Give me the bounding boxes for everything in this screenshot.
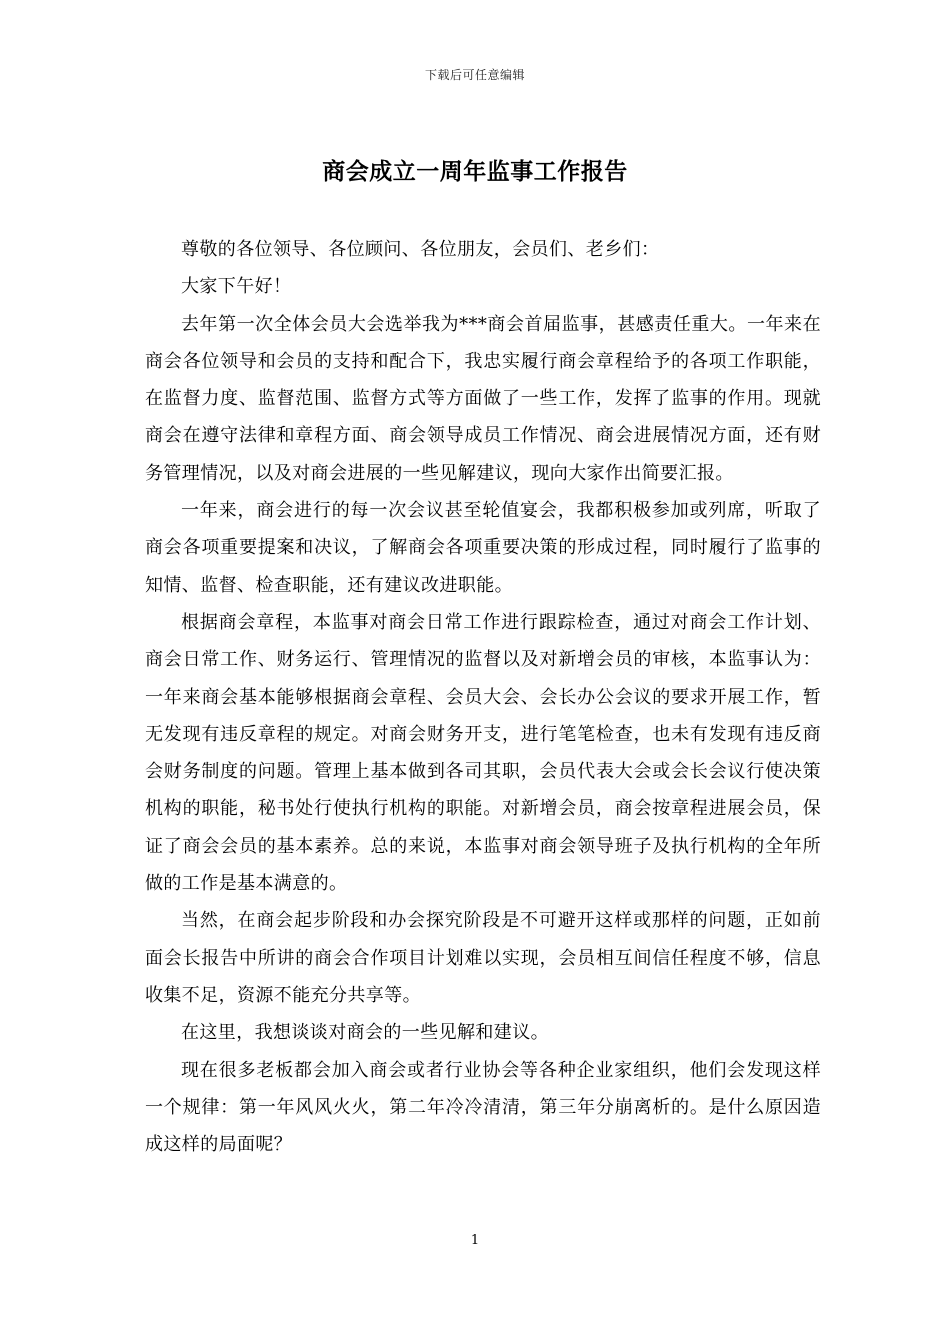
paragraph-salutation: 尊敬的各位领导、各位顾问、各位朋友，会员们、老乡们： (181, 239, 660, 260)
document-title: 商会成立一周年监事工作报告 (322, 158, 628, 185)
paragraph: 在这里，我想谈谈对商会的一些见解和建议。 (181, 1022, 549, 1044)
paragraph-greeting: 大家下午好！ (181, 276, 292, 298)
paragraph: 当然，在商会起步阶段和办会探究阶段是不可避开这样或那样的问题，正如前面会长报告中所讲的商会合作项目计划难以实现，会员相互间信任程度不够，信息收集不足，资源不能充分共享等。 (145, 910, 821, 1006)
paragraph: 一年来，商会进行的每一次会议甚至轮值宴会，我都积极参加或列席，听取了商会各项重要提案和决议，了解商会各项重要决策的形成过程，同时履行了监事的知情、监督、检查职能，还有建议改进职能。 (145, 500, 821, 596)
page-header: 下载后可任意编辑 (424, 68, 525, 82)
paragraph: 去年第一次全体会员大会选举我为***商会首届监事，甚感责任重大。一年来在商会各位领导和会员的支持和配合下，我忠实履行商会章程给予的各项工作职能，在监督力度、监督范围、监督方式等方面做了一些工作，发挥了监事的作用。现就商会在遵守法律和章程方面、商会领导成员工作情况、商会进展情况方面，还有财务管理情况，以及对商会进展的一些见解建议，现向大家作出简要汇报。 (145, 313, 821, 484)
paragraph: 根据商会章程，本监事对商会日常工作进行跟踪检查，通过对商会工作计划、商会日常工作、财务运行、管理情况的监督以及对新增会员的审核，本监事认为：一年来商会基本能够根据商会章程、会员大会、会长办公会议的要求开展工作，暂无发现有违反章程的规定。对商会财务开支，进行笔笔检查，也未有发现有违反商会财务制度的问题。管理上基本做到各司其职，会员代表大会或会长会议行使决策机构的职能，秘书处行使执行机构的职能。对新增会员，商会按章程进展会员，保证了商会会员的基本素养。总的来说，本监事对商会领导班子及执行机构的全年所做的工作是基本满意的。 (145, 611, 821, 895)
paragraph: 现在很多老板都会加入商会或者行业协会等各种企业家组织，他们会发现这样一个规律：第一年风风火火，第二年冷冷清清，第三年分崩离析的。是什么原因造成这样的局面呢？ (145, 1059, 821, 1156)
document-body (145, 231, 821, 1163)
page-number: 1 (470, 1233, 480, 1248)
